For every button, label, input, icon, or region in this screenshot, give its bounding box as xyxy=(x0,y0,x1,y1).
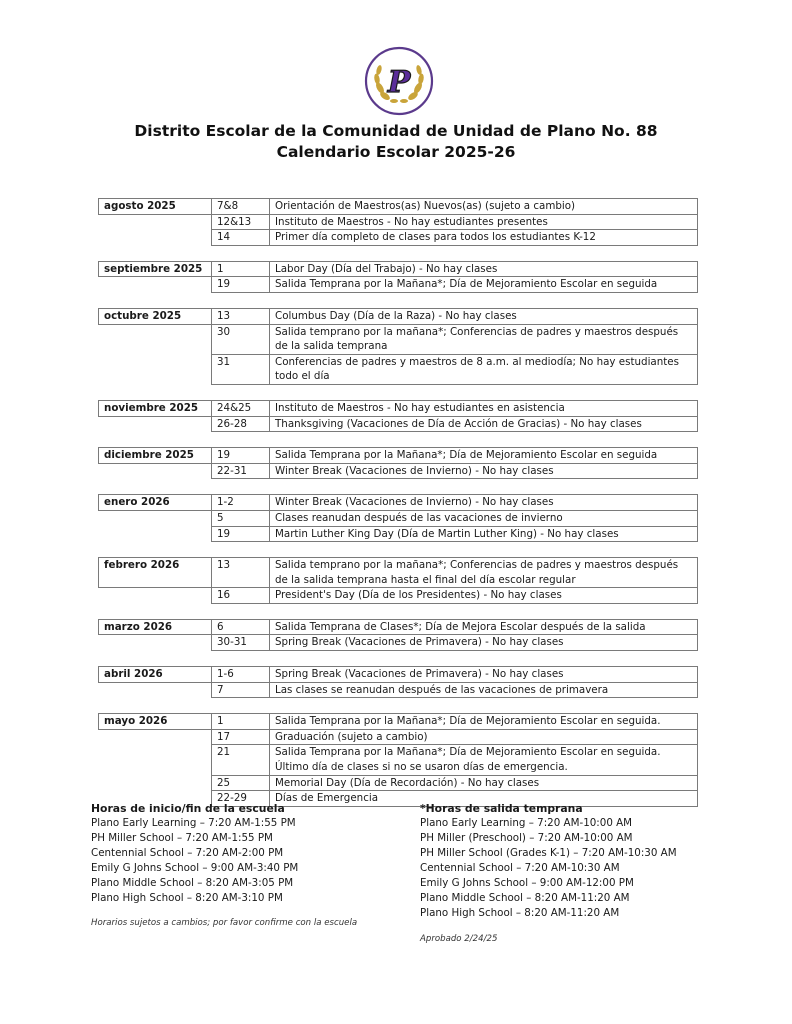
month-spacer xyxy=(98,588,211,604)
event-description: Salida temprano por la mañana*; Conferencias de padres y maestros después de la salida temprana xyxy=(269,325,698,355)
event-description: Salida Temprana por la Mañana*; Día de Mejoramiento Escolar en seguida. xyxy=(269,713,698,730)
month-label: febrero 2026 xyxy=(98,557,211,588)
table-row xyxy=(98,635,698,651)
event-description: Instituto de Maestros - No hay estudiantes presentes xyxy=(269,215,698,231)
table-row xyxy=(98,215,698,231)
event-date: 19 xyxy=(211,277,269,293)
table-row xyxy=(98,198,698,215)
month-spacer xyxy=(98,464,211,480)
district-title: Distrito Escolar de la Comunidad de Unidad de Plano No. 88 xyxy=(134,122,658,140)
month-spacer xyxy=(98,527,211,543)
month-table xyxy=(98,713,698,807)
table-row xyxy=(98,683,698,699)
event-date: 1-2 xyxy=(211,494,269,511)
event-date: 30 xyxy=(211,325,269,355)
month-label: septiembre 2025 xyxy=(98,261,211,278)
early-dismissal-item: Centennial School – 7:20 AM-10:30 AM xyxy=(420,862,620,874)
month-table xyxy=(98,198,698,246)
event-date: 7 xyxy=(211,683,269,699)
table-row xyxy=(98,417,698,433)
event-date: 25 xyxy=(211,776,269,792)
school-hours-item: Centennial School – 7:20 AM-2:00 PM xyxy=(91,847,284,859)
event-description: Salida temprano por la mañana*; Conferencias de padres y maestros después de la salida temprana hasta el final del día escolar regular xyxy=(269,557,698,588)
early-dismissal-item: PH Miller (Preschool) – 7:20 AM-10:00 AM xyxy=(420,832,633,844)
early-dismissal-item: PH Miller School (Grades K-1) – 7:20 AM-10:30 AM xyxy=(420,847,677,859)
event-description: Winter Break (Vacaciones de Invierno) - No hay clases xyxy=(269,494,698,511)
event-date: 1 xyxy=(211,261,269,278)
table-row xyxy=(98,557,698,588)
table-row xyxy=(98,355,698,385)
month-spacer xyxy=(98,215,211,231)
school-hours-item: PH Miller School – 7:20 AM-1:55 PM xyxy=(91,832,273,844)
event-description: Orientación de Maestros(as) Nuevos(as) (sujeto a cambio) xyxy=(269,198,698,215)
table-row xyxy=(98,776,698,792)
month-spacer xyxy=(98,730,211,746)
table-row xyxy=(98,277,698,293)
event-description: Labor Day (Día del Trabajo) - No hay clases xyxy=(269,261,698,278)
event-description: Columbus Day (Día de la Raza) - No hay clases xyxy=(269,308,698,325)
table-row xyxy=(98,666,698,683)
event-description: Salida Temprana por la Mañana*; Día de Mejoramiento Escolar en seguida xyxy=(269,447,698,464)
district-logo xyxy=(364,46,434,116)
table-row xyxy=(98,308,698,325)
month-spacer xyxy=(98,635,211,651)
plano-p-laurel-icon xyxy=(364,46,434,116)
month-label: noviembre 2025 xyxy=(98,400,211,417)
month-spacer xyxy=(98,745,211,775)
table-row xyxy=(98,511,698,527)
event-description: Spring Break (Vacaciones de Primavera) - No hay clases xyxy=(269,635,698,651)
early-dismissal-item: Plano Early Learning – 7:20 AM-10:00 AM xyxy=(420,817,633,829)
event-date: 7&8 xyxy=(211,198,269,215)
month-label: enero 2026 xyxy=(98,494,211,511)
event-date: 16 xyxy=(211,588,269,604)
early-dismissal-heading: *Horas de salida temprana xyxy=(420,802,583,815)
month-spacer xyxy=(98,511,211,527)
approval-date-note: Aprobado 2/24/25 xyxy=(420,934,498,944)
event-description: Salida Temprana por la Mañana*; Día de Mejoramiento Escolar en seguida. Último día de clases si no se usaron días de emergencia. xyxy=(269,745,698,775)
table-row xyxy=(98,730,698,746)
table-row xyxy=(98,325,698,355)
table-row xyxy=(98,588,698,604)
early-dismissal-section xyxy=(420,801,677,921)
school-hours-heading: Horas de inicio/fin de la escuela xyxy=(91,802,285,815)
event-date: 5 xyxy=(211,511,269,527)
event-date: 14 xyxy=(211,230,269,246)
school-hours-section xyxy=(91,801,298,906)
event-date: 22-29 xyxy=(211,791,269,807)
event-description: President's Day (Día de los Presidentes) - No hay clases xyxy=(269,588,698,604)
month-table xyxy=(98,494,698,542)
month-spacer xyxy=(98,776,211,792)
schedule-change-note: Horarios sujetos a cambios; por favor confirme con la escuela xyxy=(91,918,358,928)
event-description: Las clases se reanudan después de las vacaciones de primavera xyxy=(269,683,698,699)
event-date: 30-31 xyxy=(211,635,269,651)
event-description: Winter Break (Vacaciones de Invierno) - No hay clases xyxy=(269,464,698,480)
table-row xyxy=(98,400,698,417)
table-row xyxy=(98,745,698,775)
month-spacer xyxy=(98,230,211,246)
school-hours-item: Emily G Johns School – 9:00 AM-3:40 PM xyxy=(91,862,299,874)
event-date: 19 xyxy=(211,447,269,464)
month-table xyxy=(98,557,698,604)
event-date: 24&25 xyxy=(211,400,269,417)
table-row xyxy=(98,494,698,511)
month-table xyxy=(98,666,698,698)
table-row xyxy=(98,527,698,543)
month-spacer xyxy=(98,683,211,699)
event-date: 13 xyxy=(211,308,269,325)
month-table xyxy=(98,261,698,293)
event-date: 19 xyxy=(211,527,269,543)
month-label: marzo 2026 xyxy=(98,619,211,636)
event-description: Conferencias de padres y maestros de 8 a.m. al mediodía; No hay estudiantes todo el día xyxy=(269,355,698,385)
month-spacer xyxy=(98,417,211,433)
event-description: Spring Break (Vacaciones de Primavera) - No hay clases xyxy=(269,666,698,683)
event-description: Martin Luther King Day (Día de Martin Luther King) - No hay clases xyxy=(269,527,698,543)
logo-letter: P xyxy=(387,65,411,100)
event-date: 17 xyxy=(211,730,269,746)
month-label: diciembre 2025 xyxy=(98,447,211,464)
event-description: Memorial Day (Día de Recordación) - No hay clases xyxy=(269,776,698,792)
event-date: 31 xyxy=(211,355,269,385)
early-dismissal-item: Plano Middle School – 8:20 AM-11:20 AM xyxy=(420,892,630,904)
event-description: Primer día completo de clases para todos los estudiantes K-12 xyxy=(269,230,698,246)
event-date: 21 xyxy=(211,745,269,775)
month-spacer xyxy=(98,325,211,355)
event-description: Instituto de Maestros - No hay estudiantes en asistencia xyxy=(269,400,698,417)
event-date: 6 xyxy=(211,619,269,636)
event-description: Salida Temprana de Clases*; Día de Mejora Escolar después de la salida xyxy=(269,619,698,636)
event-date: 13 xyxy=(211,557,269,588)
event-date: 22-31 xyxy=(211,464,269,480)
event-date: 1-6 xyxy=(211,666,269,683)
event-date: 1 xyxy=(211,713,269,730)
table-row xyxy=(98,713,698,730)
event-date: 26-28 xyxy=(211,417,269,433)
event-description: Días de Emergencia xyxy=(269,791,698,807)
event-date: 12&13 xyxy=(211,215,269,231)
month-label: agosto 2025 xyxy=(98,198,211,215)
school-calendar xyxy=(98,198,698,822)
calendar-title: Calendario Escolar 2025-26 xyxy=(276,143,516,161)
table-row xyxy=(98,447,698,464)
school-hours-item: Plano Early Learning – 7:20 AM-1:55 PM xyxy=(91,817,296,829)
table-row xyxy=(98,230,698,246)
event-description: Salida Temprana por la Mañana*; Día de Mejoramiento Escolar en seguida xyxy=(269,277,698,293)
early-dismissal-item: Plano High School – 8:20 AM-11:20 AM xyxy=(420,907,620,919)
event-description: Clases reanudan después de las vacaciones de invierno xyxy=(269,511,698,527)
month-table xyxy=(98,447,698,479)
early-dismissal-item: Emily G Johns School – 9:00 AM-12:00 PM xyxy=(420,877,634,889)
table-row xyxy=(98,619,698,636)
month-table xyxy=(98,400,698,432)
event-description: Thanksgiving (Vacaciones de Día de Acción de Gracias) - No hay clases xyxy=(269,417,698,433)
month-table xyxy=(98,619,698,651)
school-hours-item: Plano Middle School – 8:20 AM-3:05 PM xyxy=(91,877,294,889)
month-spacer xyxy=(98,355,211,385)
event-description: Graduación (sujeto a cambio) xyxy=(269,730,698,746)
school-hours-item: Plano High School – 8:20 AM-3:10 PM xyxy=(91,892,283,904)
table-row xyxy=(98,261,698,278)
month-spacer xyxy=(98,277,211,293)
month-table xyxy=(98,308,698,385)
month-label: mayo 2026 xyxy=(98,713,211,730)
table-row xyxy=(98,464,698,480)
month-label: octubre 2025 xyxy=(98,308,211,325)
month-label: abril 2026 xyxy=(98,666,211,683)
